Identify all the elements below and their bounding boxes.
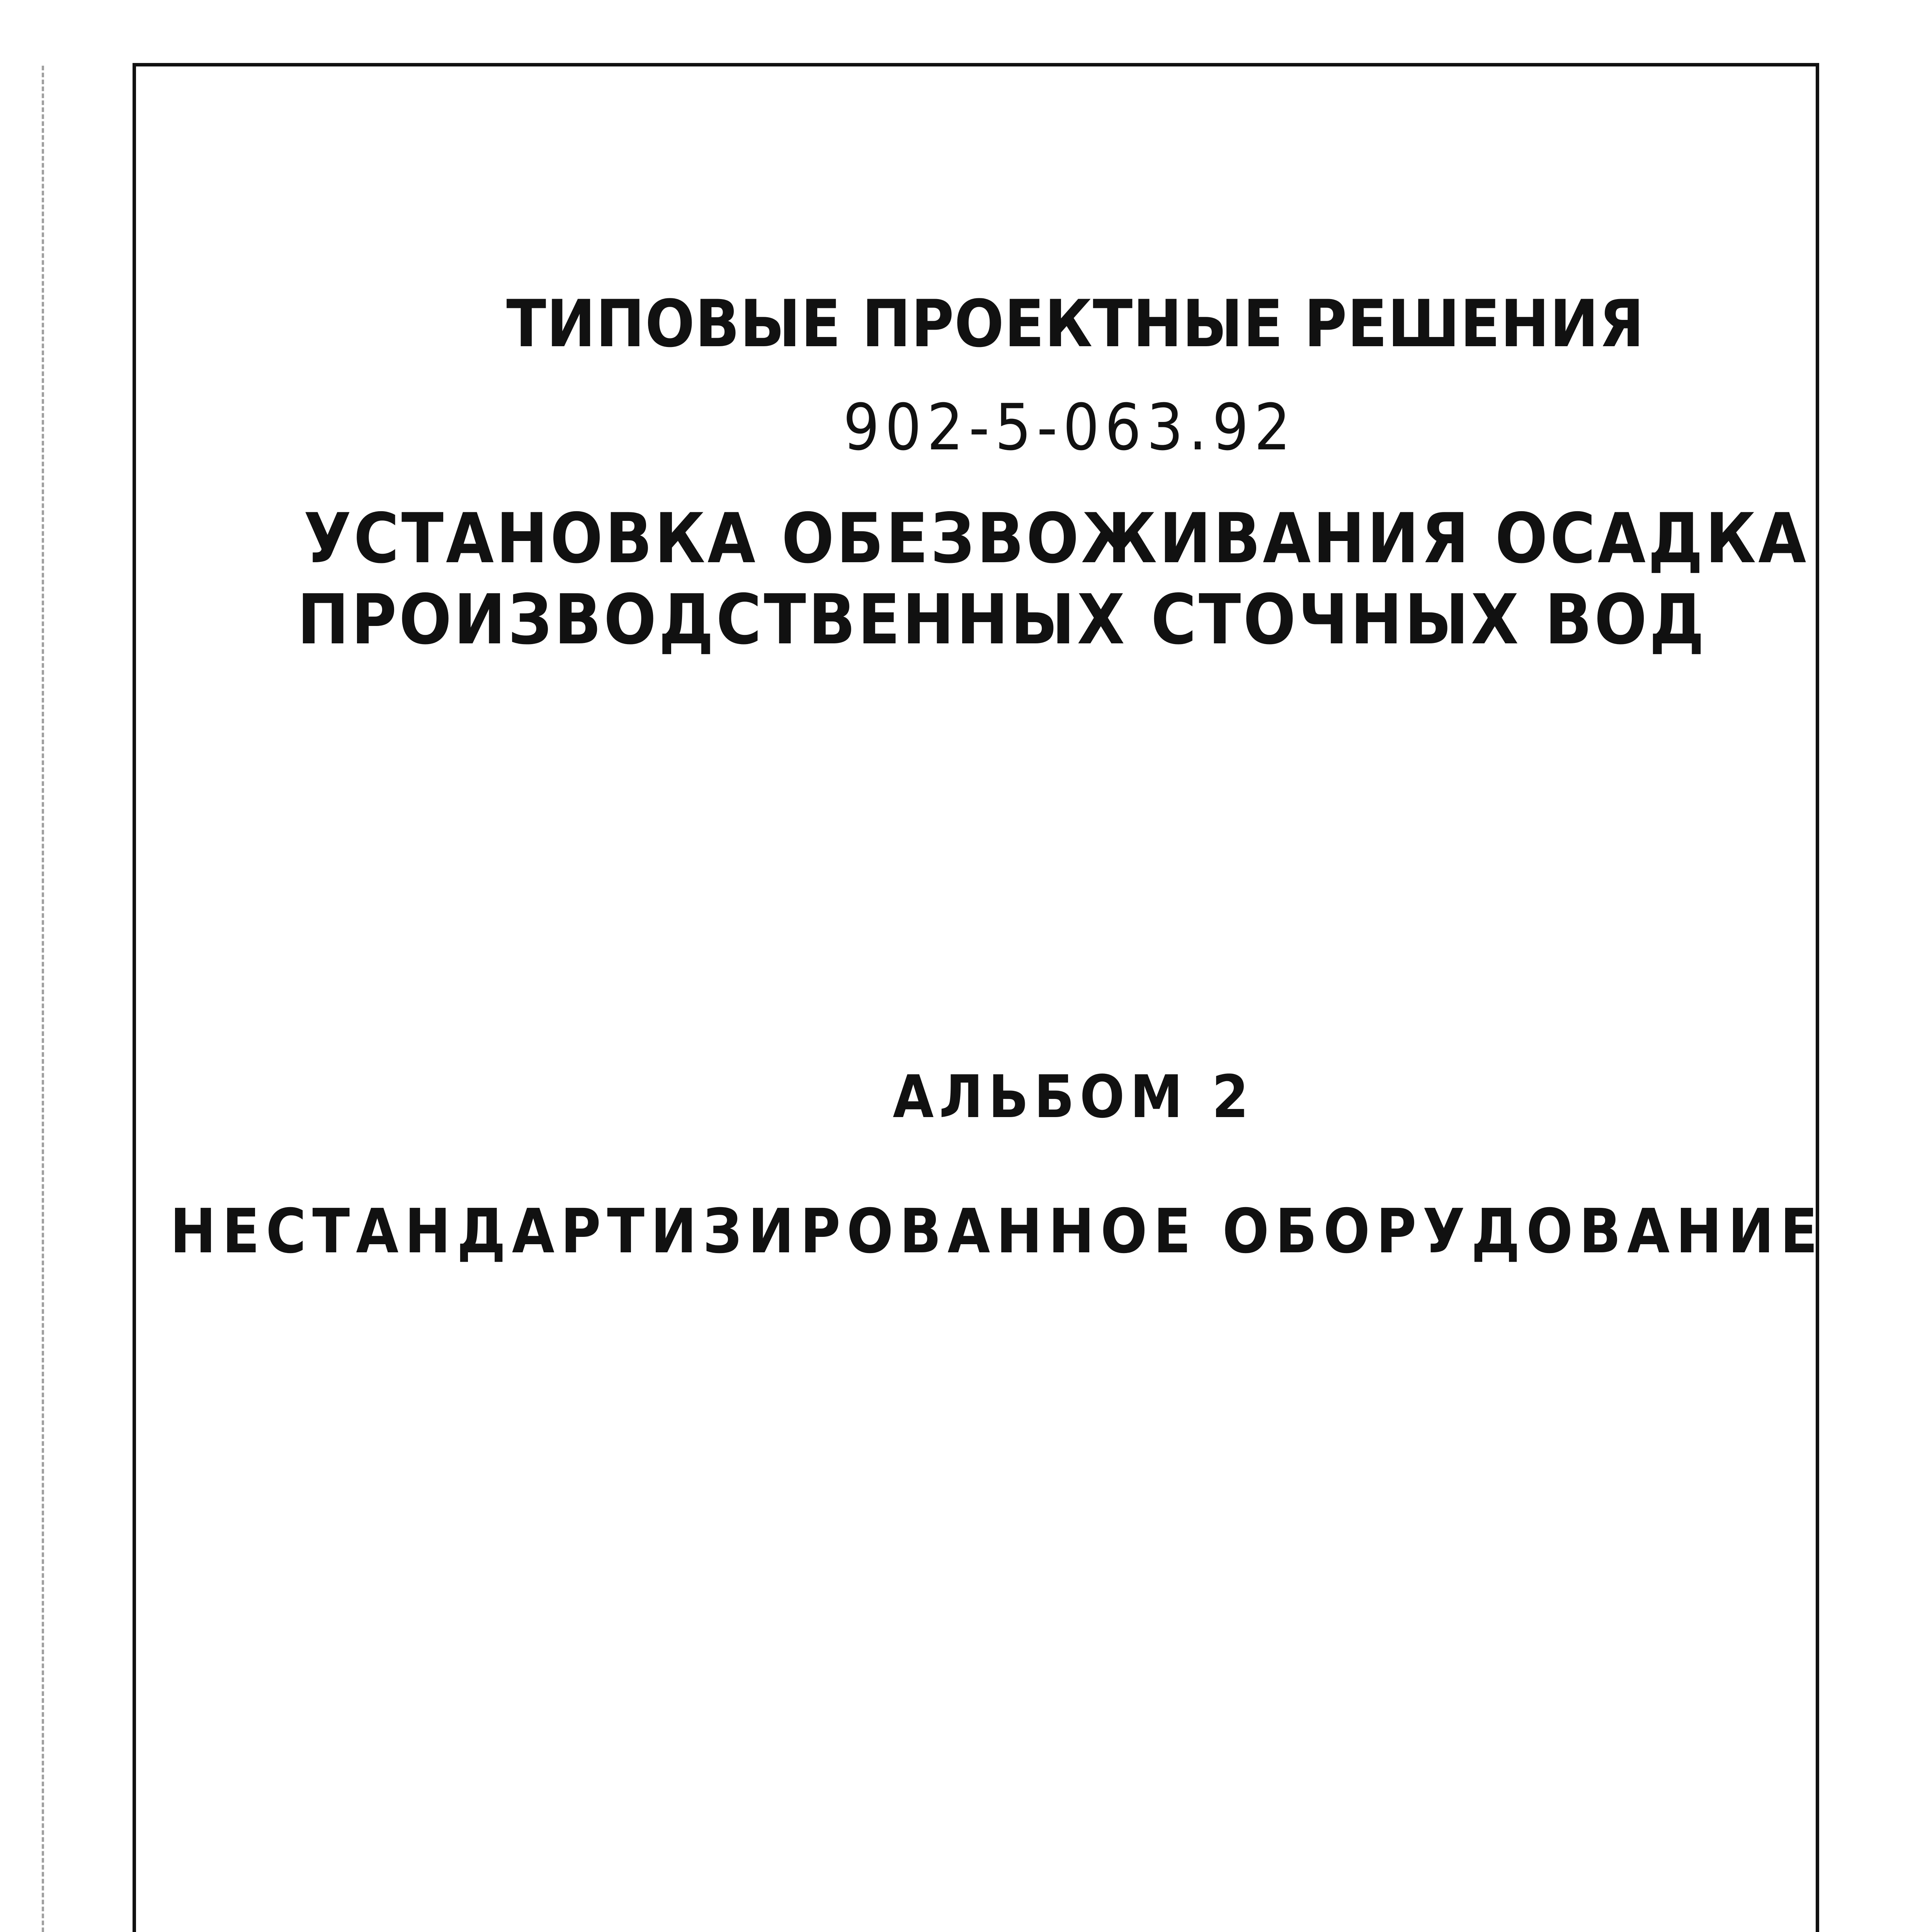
left-cut-line — [42, 66, 46, 1932]
title-line-1: УСТАНОВКА ОБЕЗВОЖИВАНИЯ ОСАДКА — [303, 498, 1809, 578]
series-code: 902-5-063.92 — [843, 390, 1296, 464]
album-subtitle: НЕСТАНДАРТИЗИРОВАННОЕ ОБОРУДОВАНИЕ — [170, 1196, 1824, 1267]
title-line-2: ПРОИЗВОДСТВЕННЫХ СТОЧНЫХ ВОД — [297, 580, 1707, 660]
album-label: АЛЬБОМ 2 — [893, 1063, 1254, 1131]
series-title: ТИПОВЫЕ ПРОЕКТНЫЕ РЕШЕНИЯ — [506, 286, 1645, 362]
